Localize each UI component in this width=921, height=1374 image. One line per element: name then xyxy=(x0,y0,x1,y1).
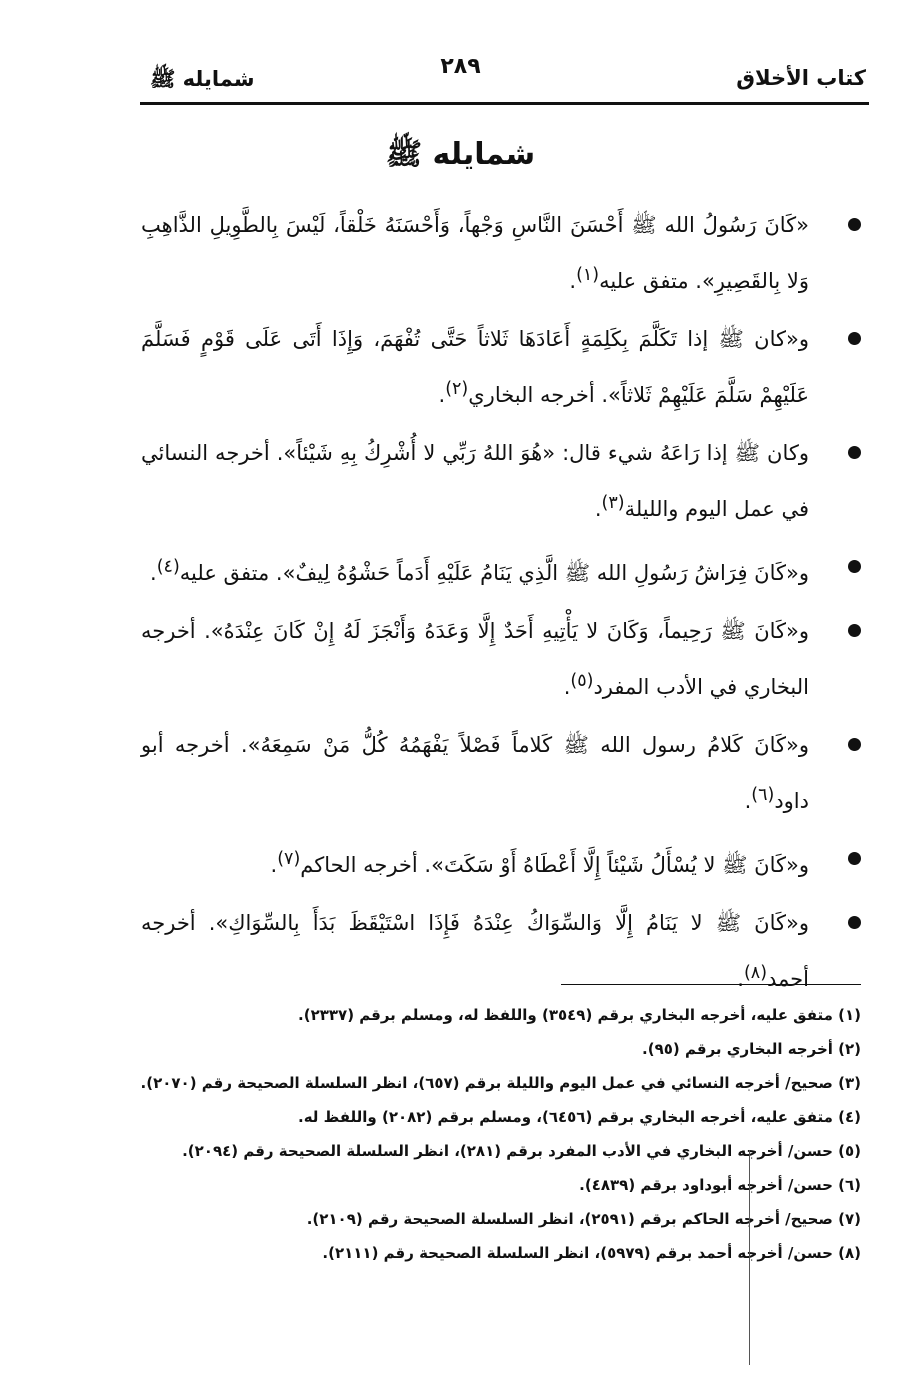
footnote-divider xyxy=(561,984,861,985)
chapter-title: شمايله ﷺ xyxy=(385,137,536,172)
footnote-list xyxy=(140,998,861,1270)
footnote: (٥) حسن/ أخرجه البخاري في الأدب المفرد برقم (٢٨١)، انظر السلسلة الصحيحة رقم (٢٠٩٤). xyxy=(182,1142,861,1160)
hadith-text: وكان ﷺ إذا رَاعَهُ شيء قال: «هُوَ اللهُ رَبِّي لا أُشْرِكُ بِهِ شَيْئاً». أخرجه النسائي في عمل اليوم والليلة xyxy=(141,441,809,521)
footnote-ref: (٥) xyxy=(570,671,594,691)
footnote: (١) متفق عليه، أخرجه البخاري برقم (٣٥٤٩) واللفظ له، ومسلم برقم (٢٣٣٧). xyxy=(298,1006,861,1024)
bullet-icon xyxy=(848,560,861,573)
footnote: (٨) حسن/ أخرجه أحمد برقم (٥٩٧٩)، انظر السلسلة الصحيحة رقم (٢١١١). xyxy=(322,1244,861,1262)
hadith-text: و«كَانَ فِرَاشُ رَسُولِ الله ﷺ الَّذِي يَنَامُ عَلَيْهِ أَدَماً حَشْوُهُ لِيفٌ». متفق عليه xyxy=(179,561,809,585)
footnote: (٢) أخرجه البخاري برقم (٩٥). xyxy=(642,1040,861,1058)
header-divider xyxy=(140,102,869,105)
list-item: و«كان ﷺ إذا تَكَلَّمَ بِكَلِمَةٍ أَعَادَهَا ثَلاثاً حَتَّى تُفْهَمَ، وَإِذَا أَتَى عَلَى قَوْمٍ فَسَلَّمَ عَلَيْهِمْ سَلَّمَ عَلَيْهِمْ ثَلاثاً». أخرجه البخاري$^{(٢)}$. xyxy=(141,314,861,420)
list-item: و«كَانَ ﷺ لا يُسْأَلُ شَيْئاً إِلَّا أَعْطَاهُ أَوْ سَكَتَ». أخرجه الحاكم$^{(٧)}$. xyxy=(141,834,861,890)
footnote-ref: (١) xyxy=(576,265,600,285)
bullet-icon xyxy=(848,852,861,865)
hadith-text: و«كان ﷺ إذا تَكَلَّمَ بِكَلِمَةٍ أَعَادَهَا ثَلاثاً حَتَّى تُفْهَمَ، وَإِذَا أَتَى عَلَى قَوْمٍ فَسَلَّمَ عَلَيْهِمْ سَلَّمَ عَلَيْهِمْ ثَلاثاً». أخرجه البخاري xyxy=(141,327,809,407)
scan-line xyxy=(749,1150,750,1365)
hadith-text: «كَانَ رَسُولُ الله ﷺ أَحْسَنَ النَّاسِ وَجْهاً، وَأَحْسَنَهُ خَلْقاً، لَيْسَ بِالطَّوِيلِ الذَّاهِبِ وَلا بِالقَصِيرِ». متفق عليه xyxy=(141,213,809,293)
hadith-text: و«كَانَ ﷺ لا يَنَامُ إِلَّا وَالسِّوَاكُ عِنْدَهُ فَإِذَا اسْتَيْقَظَ بَدَأَ بِالسِّوَاكِ». أخرجه أحمد xyxy=(141,911,809,991)
list-item: وكان ﷺ إذا رَاعَهُ شيء قال: «هُوَ اللهُ رَبِّي لا أُشْرِكُ بِهِ شَيْئاً». أخرجه النسائي في عمل اليوم والليلة$^{(٣)}$. xyxy=(141,428,861,534)
bullet-icon xyxy=(848,446,861,459)
hadith-list xyxy=(141,200,861,1012)
bullet-icon xyxy=(848,624,861,637)
footnote-ref: (٧) xyxy=(277,849,301,869)
list-item: و«كَانَ ﷺ رَحِيماً، وَكَانَ لا يَأْتِيهِ أَحَدٌ إِلَّا وَعَدَهُ وَأَنْجَزَ لَهُ إِنْ كَانَ عِنْدَهُ». أخرجه البخاري في الأدب المفرد$^{(٥)}$. xyxy=(141,606,861,712)
book-title: كتاب الأخلاق xyxy=(736,66,866,90)
bullet-icon xyxy=(848,738,861,751)
hadith-text: و«كَانَ ﷺ لا يُسْأَلُ شَيْئاً إِلَّا أَعْطَاهُ أَوْ سَكَتَ». أخرجه الحاكم xyxy=(300,853,809,877)
list-item: و«كَانَ ﷺ لا يَنَامُ إِلَّا وَالسِّوَاكُ عِنْدَهُ فَإِذَا اسْتَيْقَظَ بَدَأَ بِالسِّوَاكِ». أخرجه أحمد$^{(٨)}$. xyxy=(141,898,861,1004)
bullet-icon xyxy=(848,218,861,231)
footnote-ref: (٦) xyxy=(751,785,775,805)
page-number: ٢٨٩ xyxy=(440,54,481,79)
footnote: (٧) صحيح/ أخرجه الحاكم برقم (٢٥٩١)، انظر السلسلة الصحيحة رقم (٢١٠٩). xyxy=(306,1210,861,1228)
hadith-text: و«كَانَ ﷺ رَحِيماً، وَكَانَ لا يَأْتِيهِ أَحَدٌ إِلَّا وَعَدَهُ وَأَنْجَزَ لَهُ إِنْ كَانَ عِنْدَهُ». أخرجه البخاري في الأدب المفرد xyxy=(141,619,809,699)
footnote-ref: (٣) xyxy=(601,493,625,513)
footnote: (٣) صحيح/ أخرجه النسائي في عمل اليوم والليلة برقم (٦٥٧)، انظر السلسلة الصحيحة رقم (٢٠٧٠). xyxy=(140,1074,861,1092)
footnote-ref: (٨) xyxy=(743,963,768,983)
footnote: (٤) متفق عليه، أخرجه البخاري برقم (٦٤٥٦)، ومسلم برقم (٢٠٨٢) واللفظ له. xyxy=(298,1108,861,1126)
bullet-icon xyxy=(848,332,861,345)
hadith-text: و«كَانَ كَلامُ رسول الله ﷺ كَلاماً فَصْلاً يَفْهَمُهُ كُلُّ مَنْ سَمِعَهُ». أخرجه أبو داود xyxy=(141,733,809,813)
list-item: «كَانَ رَسُولُ الله ﷺ أَحْسَنَ النَّاسِ وَجْهاً، وَأَحْسَنَهُ خَلْقاً، لَيْسَ بِالطَّوِيلِ الذَّاهِبِ وَلا بِالقَصِيرِ». متفق عليه$^{(١)}$. xyxy=(141,200,861,306)
list-item: و«كَانَ كَلامُ رسول الله ﷺ كَلاماً فَصْلاً يَفْهَمُهُ كُلُّ مَنْ سَمِعَهُ». أخرجه أبو داود$^{(٦)}$. xyxy=(141,720,861,826)
running-section-title: شمايله ﷺ xyxy=(150,67,255,91)
page-header xyxy=(0,50,921,110)
footnote-ref: (٢) xyxy=(445,379,469,399)
footnote: (٦) حسن/ أخرجه أبوداود برقم (٤٨٣٩). xyxy=(579,1176,861,1194)
bullet-icon xyxy=(848,916,861,929)
list-item: و«كَانَ فِرَاشُ رَسُولِ الله ﷺ الَّذِي يَنَامُ عَلَيْهِ أَدَماً حَشْوُهُ لِيفٌ». متفق عليه$^{(٤)}$. xyxy=(141,542,861,598)
footnote-ref: (٤) xyxy=(156,557,180,577)
